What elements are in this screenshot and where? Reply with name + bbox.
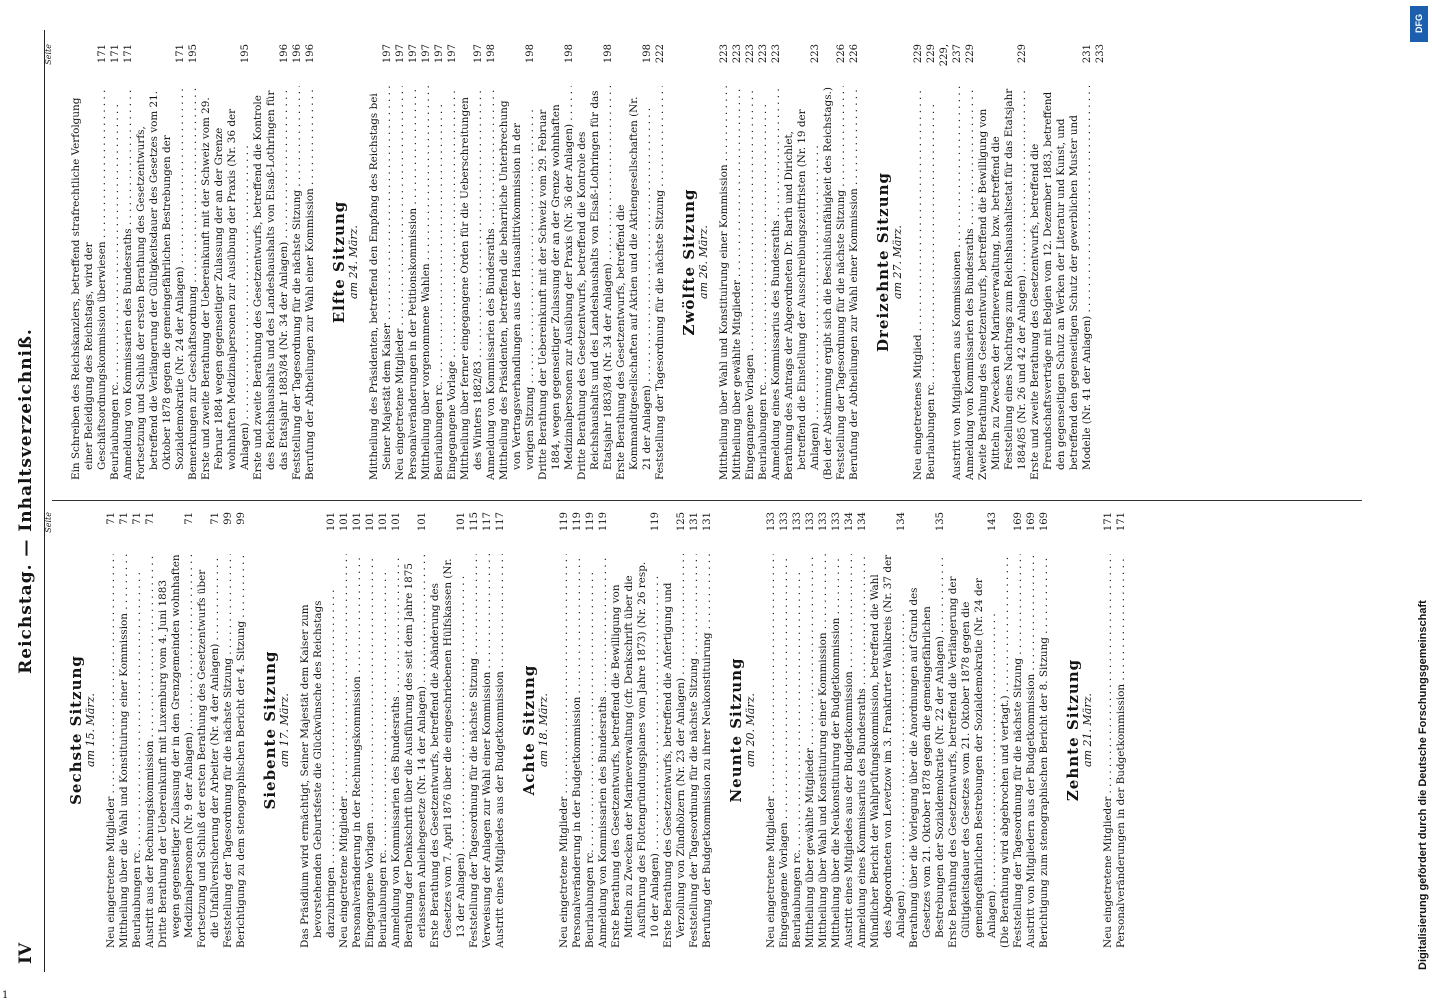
toc-entry-text: Fortsetzung und Schluß der ersten Berathung des Gesetzentwurfs über die Unfallversicherung der Arbeiter (Nr. 4 der Anlagen) . . .: [196, 554, 222, 948]
toc-entry: [135, 44, 187, 480]
toc-entry-page: 171: [123, 44, 134, 64]
toc-entry: [1102, 512, 1115, 948]
toc-entry-page: 101: [456, 512, 467, 532]
dfg-notice: [1408, 40, 1430, 970]
toc-entry-page: 119: [585, 512, 596, 532]
toc-entry-text: Austritt von Mitgliedern aus Kommissionen . . .: [951, 86, 964, 480]
toc-entry-text: Beurlaubungen rc. . . .: [757, 86, 770, 480]
toc-entry-text: Beurlaubungen rc. . . .: [377, 554, 390, 948]
toc-entry: [196, 512, 222, 948]
toc-entry-page: 229: [1017, 44, 1028, 64]
toc-entry: [1025, 512, 1038, 948]
section-title: Zwölfte Sitzung: [680, 188, 698, 336]
toc-entry: [446, 44, 459, 480]
toc-entry-page: 231: [1082, 44, 1093, 64]
toc-entry-text: Beurlaubungen rc. . . .: [131, 554, 144, 948]
toc-entry-text: Feststellung der Tagesordnung für die nächste Sitzung . . .: [468, 554, 481, 948]
toc-entry-text: Mittheilung über ferner eingegangene Orden für die Ueberschreitungen des Winters 1882/83 . . .: [459, 86, 485, 480]
toc-entry: [1012, 512, 1025, 948]
toc-entry-page: 119: [650, 512, 661, 532]
toc-entry-text: Bemerkungen zur Geschäftsordnung . . .: [187, 86, 200, 480]
toc-entry-text: Mittheilung über Wahl und Konstituirung einer Kommission . . .: [718, 86, 731, 480]
toc-entry-text: Personalveränderungen in der Petitionskommission . . .: [407, 86, 420, 480]
toc-entry-text: Erste Berathung des Gesetzentwurfs, betreffend die Abänderung des Gesetzes vom 7. April 1876 über die eingeschriebenen Hülfskassen (Nr. 13 der Anlagen) . . .: [429, 554, 468, 948]
toc-entry: [576, 44, 615, 480]
toc-entry-text: Fortsetzung und Schluß der ersten Berathung des Gesetzentwurfs, betreffend die Verlängerung der Gültigkeitsdauer des Gesetzes vom 21. Oktober 1878 gegen die gemeingefährlichen Bestrebungen der Sozialdemokratie (Nr. 24 der Anlagen) . . .: [135, 86, 187, 480]
toc-entry-page: 196: [305, 44, 316, 64]
section-date: am 17. März.: [278, 693, 291, 767]
toc-entry: [822, 44, 835, 480]
toc-entry: [856, 512, 869, 948]
toc-entry: [744, 44, 757, 480]
toc-section: [330, 44, 667, 480]
toc-entry-page: 223: [771, 44, 782, 64]
section-date: am 15. März.: [84, 693, 97, 767]
toc-entry: [377, 512, 390, 948]
section-date: am 20. März.: [744, 693, 757, 767]
toc-entry-text: Eingegangene Vorlage . . .: [446, 86, 459, 480]
toc-entry-page: 101: [378, 512, 389, 532]
toc-entry-text: Erste Berathung des Gesetzentwurfs, betreffend die Verlängerung der Gültigkeitsdauer des Gesetzes vom 21. Oktober 1878 gegen die gemeingefährlichen Bestrebungen der Sozialdemokratie (Nr. 24 der Anlagen) . . .: [947, 554, 999, 948]
toc-entry-text: Dritte Berathung der Uebereinkunft mit Luxemburg vom 4. Juni 1883 wegen gegenseitiger Zulassung der in den Grenzgemeinden wohnhaften Medizinalpersonen (Nr. 9 der Anlagen) . . .: [157, 554, 196, 948]
toc-entry-page: 171: [1103, 512, 1114, 532]
toc-entry-page: 99: [223, 512, 234, 525]
toc-entry: [235, 512, 248, 948]
toc-entry-text: Mittheilung des Präsidenten, betreffend den Empfang des Reichstags bei Seiner Majestät dem Kaiser . . .: [368, 86, 394, 480]
toc-entry-text: Anmeldung eines Kommissarius des Bundesraths . . .: [770, 86, 783, 480]
toc-entry: [835, 44, 848, 480]
toc-entry-page: 196: [279, 44, 290, 64]
toc-entry-page: 131: [689, 512, 700, 532]
toc-entry-page: 133: [805, 512, 816, 532]
toc-entry: [252, 44, 291, 480]
toc-entry: [615, 44, 654, 480]
toc-entry-text: Beurlaubungen rc. . . .: [791, 554, 804, 948]
toc-entry-text: Anmeldung von Kommissarien des Bundesraths . . .: [485, 86, 498, 480]
toc-entry-page: 71: [119, 512, 130, 525]
toc-entry-text: Ein Schreiben des Reichskanzlers, betreffend strafrechtliche Verfolgung einer Beleidigung des Reichstags, wird der Geschäftsordnungskommission überwiesen . . .: [70, 86, 109, 480]
toc-entry-text: Neu eingetretenes Mitglied . . .: [912, 86, 925, 480]
toc-entry-text: Anmeldung von Kommissarien des Bundesraths . . .: [122, 86, 135, 480]
seite-label: Seite: [44, 512, 53, 533]
toc-entry-page: 171: [175, 44, 186, 64]
toc-entry: [109, 44, 122, 480]
toc-entry-text: Neu eingetretene Mitglieder . . .: [394, 86, 407, 480]
section-title: Sechste Sitzung: [67, 655, 85, 805]
section-date: am 26. März.: [697, 225, 710, 299]
toc-entry: [70, 44, 109, 480]
toc-entry-page: 71: [210, 512, 221, 525]
toc-entry-page: 198: [642, 44, 653, 64]
toc-entry-page: 169: [1039, 512, 1050, 532]
toc-entry-page: 134: [896, 512, 907, 532]
margin-mark: 1: [2, 990, 9, 1001]
toc-entry-page: 197: [408, 44, 419, 64]
toc-entry-text: Feststellung der Tagesordnung für die nächste Sitzung . . .: [835, 86, 848, 480]
toc-entry-text: Feststellung der Tagesordnung für die nächste Sitzung . . .: [688, 554, 701, 948]
section-date: am 21. März.: [1081, 693, 1094, 767]
toc-entry-text: Mittheilung des Präsidenten, betreffend die beharrliche Unterbrechung von Vertragsverhandlungen aus der Hausalittivkommission in der vorigen Sitzung . . .: [498, 86, 537, 480]
toc-section: [874, 44, 1094, 480]
toc-entry-page: 119: [598, 512, 609, 532]
toc-column-right: [44, 44, 1107, 480]
toc-entry-page: 198: [525, 44, 536, 64]
toc-entry-page: 198: [564, 44, 575, 64]
toc-entry: [912, 44, 925, 480]
toc-entry: [105, 512, 118, 948]
toc-section: [680, 44, 861, 480]
toc-entry: [977, 44, 1029, 480]
toc-section: [1064, 512, 1128, 948]
toc-entry-text: Eingegangene Vorlagen . . .: [744, 86, 757, 480]
toc-entry: [999, 512, 1012, 948]
toc-entry-page: 71: [132, 512, 143, 525]
toc-entry-page: 223: [758, 44, 769, 64]
toc-entry: [817, 512, 830, 948]
toc-entry-page: 197: [382, 44, 393, 64]
toc-entry-page: 135: [935, 512, 946, 532]
section-title: Achte Sitzung: [520, 664, 538, 796]
toc-entry: [222, 512, 235, 948]
toc-entry-page: 117: [495, 512, 506, 532]
toc-entry-page: 223: [810, 44, 821, 64]
toc-entry: [407, 44, 420, 480]
toc-section: [520, 512, 714, 948]
toc-entry-text: Anmeldung von Kommissarien des Bundesraths . . .: [390, 554, 403, 948]
toc-entry-page: 226: [836, 44, 847, 64]
toc-entry-page: 134: [857, 512, 868, 532]
toc-entry: [364, 512, 377, 948]
section-date: am 24. März.: [347, 225, 360, 299]
toc-entry-text: Anmeldung von Kommissarien des Bundesraths . . .: [597, 554, 610, 948]
toc-entry-page: 101: [391, 512, 402, 532]
toc-entry-text: Eingegangene Vorlagen . . .: [364, 554, 377, 948]
toc-entry-text: Berathung über die Vorlegung über die Anordnungen auf Grund des Gesetzes vom 21. Oktober 1878 gegen die gemeingefährlichen Bestrebungen der Sozialdemokratie (Nr. 22 der Anlagen) . . .: [908, 554, 947, 948]
toc-entry: [1038, 512, 1051, 948]
toc-entry: [597, 512, 610, 948]
toc-entry: [869, 512, 908, 948]
toc-entry-page: 222: [655, 44, 666, 64]
toc-entry-page: 197: [434, 44, 445, 64]
toc-section: [67, 512, 248, 948]
toc-entry-text: Beurlaubungen rc. . . .: [925, 86, 938, 480]
toc-entry-text: Berathung des Antrags der Abgeordneten Dr. Barth und Dirichlet, betreffend die Einstellung der Ausschreibungszeitfristen (Nr. 19 der Anlagen) . . .: [783, 86, 822, 480]
toc-entry-page: 133: [792, 512, 803, 532]
toc-entry-page: 197: [447, 44, 458, 64]
toc-entry-page: 223: [732, 44, 743, 64]
toc-section: [727, 512, 1051, 948]
toc-entry: [925, 44, 938, 480]
toc-entry: [848, 44, 861, 480]
toc-entry: [1115, 512, 1128, 948]
toc-entry-page: 143: [987, 512, 998, 532]
toc-entry: [485, 44, 498, 480]
toc-entry: [938, 44, 964, 480]
toc-entry-text: Mittheilung über die Wahl und Konstituirung einer Kommission . . .: [118, 554, 131, 948]
toc-entry-page: 195: [240, 44, 251, 64]
toc-entry: [291, 44, 304, 480]
toc-entry-page: 71: [145, 512, 156, 525]
toc-entry-page: 133: [831, 512, 842, 532]
toc-entry-text: Berufung der Abtheilungen zur Wahl einer Kommission . . .: [848, 86, 861, 480]
toc-entry-text: Berufung der Budgetkommission zu ihrer Neukonstituirung . . .: [701, 554, 714, 948]
toc-entry: [908, 512, 947, 948]
toc-entry-text: Neu eingetretene Mitglieder . . .: [558, 554, 571, 948]
toc-entry-text: Beurlaubungen rc. . . .: [109, 86, 122, 480]
toc-entry: [459, 44, 485, 480]
toc-entry-page: 196: [292, 44, 303, 64]
toc-entry-page: 169: [1026, 512, 1037, 532]
toc-section: [70, 44, 317, 480]
toc-entry: [394, 44, 407, 480]
toc-entry: [718, 44, 731, 480]
toc-entry: [765, 512, 778, 948]
section-date: am 18. März.: [537, 693, 550, 767]
dfg-notice-text: Digitalisierung gefördert durch die Deutsche Forschungsgemeinschaft: [1417, 600, 1429, 970]
toc-entry-page: 197: [421, 44, 432, 64]
toc-entry: [403, 512, 429, 948]
toc-entry-text: (Bei der Abstimmung ergibt sich die Beschlußunfähigkeit des Reichstags.) . . .: [822, 86, 835, 480]
toc-entry-text: Das Präsidium wird ermächtigt, Seiner Majestät dem Kaiser zum bevorstehenden Geburtsfeste die Glückwünsche des Reichstags darzubringen . . .: [299, 554, 338, 948]
toc-entry: [304, 44, 317, 480]
toc-entry-page: 229: [926, 44, 937, 64]
toc-entry-text: Neu eingetretene Mitglieder . . .: [105, 554, 118, 948]
toc-entry-text: Austritt eines Mitgliedes aus der Budgetkommission . . .: [843, 554, 856, 948]
toc-entry-page: 198: [603, 44, 614, 64]
toc-entry-page: 101: [326, 512, 337, 532]
toc-entry: [338, 512, 351, 948]
toc-entry: [390, 512, 403, 948]
toc-entry: [351, 512, 364, 948]
toc-entry: [843, 512, 856, 948]
toc-entry-page: 229, 237: [939, 44, 963, 67]
toc-entry: [187, 44, 200, 480]
toc-entry: [144, 512, 157, 948]
toc-entry-text: Feststellung der Tagesordnung für die nächste Sitzung . . .: [291, 86, 304, 480]
toc-section: [261, 512, 507, 948]
toc-entry: [131, 512, 144, 948]
toc-entry: [157, 512, 196, 948]
toc-entry-text: Personalveränderungen in der Budgetkommission . . .: [1115, 554, 1128, 948]
toc-entry: [770, 44, 783, 480]
toc-entry-text: Berathung der Denkschrift über die Ausführung des seit dem Jahre 1875 erlassenen Anleihegesetze (Nr. 14 der Anlagen) . . .: [403, 554, 429, 948]
section-date: am 27. März.: [891, 225, 904, 299]
section-title: Dreizehnte Sitzung: [874, 172, 892, 352]
end-page-number: 233: [1095, 44, 1106, 64]
toc-entry-page: 71: [106, 512, 117, 525]
toc-entry: [429, 512, 468, 948]
toc-entry-text: Neu eingetretene Mitglieder . . .: [1102, 554, 1115, 948]
toc-entry-text: Mittheilung über die Neukonstituirung der Budgetkommission . . .: [830, 554, 843, 948]
toc-entry: [498, 44, 537, 480]
toc-entry: [757, 44, 770, 480]
toc-entry-page: 101: [365, 512, 376, 532]
toc-entry: [791, 512, 804, 948]
section-title: Elfte Sitzung: [330, 200, 348, 324]
toc-entry-page: 99: [236, 512, 247, 525]
seite-label-right: Seite: [44, 44, 53, 65]
toc-entry-page: 119: [559, 512, 570, 532]
toc-entry-text: Mittheilung über gewählte Mitglieder . . .: [731, 86, 744, 480]
toc-entry-page: 131: [702, 512, 713, 532]
toc-entry: [537, 44, 576, 480]
toc-entry: [122, 44, 135, 480]
toc-entry-page: 115: [469, 512, 480, 532]
toc-entry-text: Feststellung der Tagesordnung für die nächste Sitzung . . .: [654, 86, 667, 480]
toc-entry-page: 223: [745, 44, 756, 64]
toc-entry-page: 134: [844, 512, 855, 532]
toc-entry: [701, 512, 714, 948]
toc-end-page: [1094, 44, 1107, 480]
toc-entry-page: 229: [965, 44, 976, 64]
toc-entry-text: Feststellung der Tagesordnung für die nächste Sitzung . . .: [222, 554, 235, 948]
toc-entry-text: Verweisung der Anlagen zur Wahl einer Kommission . . .: [481, 554, 494, 948]
toc-entry-text: Austritt aus der Rechnungskommission . . .: [144, 554, 157, 948]
toc-entry-page: 101: [352, 512, 363, 532]
toc-entry-page: 125: [676, 512, 687, 532]
section-title: Zehnte Sitzung: [1064, 658, 1082, 802]
toc-entry-page: 133: [779, 512, 790, 532]
toc-entry-page: 197: [395, 44, 406, 64]
toc-entry: [778, 512, 791, 948]
toc-entry: [299, 512, 338, 948]
toc-entry-text: Austritt eines Mitgliedes aus der Budgetkommission . . .: [494, 554, 507, 948]
toc-entry-page: 171: [97, 44, 108, 64]
toc-entry-page: 223: [719, 44, 730, 64]
toc-entry: [571, 512, 584, 948]
toc-entry-text: Neu eingetretene Mitglieder . . .: [765, 554, 778, 948]
toc-entry: [804, 512, 817, 948]
toc-entry-page: 101: [339, 512, 350, 532]
toc-entry: [783, 44, 822, 480]
toc-entry-page: 101: [417, 512, 428, 532]
toc-entry-text: Erste und zweite Berathung des Gesetzentwurfs, betreffend die Freundschaftsverträge mit Belgien vom 12. Dezember 1883, betreffend den gegenseitigen Schutz an Werken der Literatur und Kunst, und betreffend den gegenseitigen Schutz der gewerblichen Muster und Modelle (Nr. 41 der Anlagen) . . .: [1029, 86, 1094, 480]
toc-entry-text: Anmeldung von Kommissarien des Bundesraths . . .: [964, 86, 977, 480]
toc-entry: [830, 512, 843, 948]
toc-entry-page: 133: [766, 512, 777, 532]
toc-entry: [558, 512, 571, 948]
toc-entry: [118, 512, 131, 948]
toc-entry-text: Berichtigung zu dem stenographischen Bericht der 4. Sitzung . . .: [235, 554, 248, 948]
toc-entry: [662, 512, 688, 948]
toc-entry-text: Erste und zweite Berathung des Gesetzentwurfs, betreffend die Kontrole des Reichshaushalts und des Landeshaushalts von Elsaß-Lothringen für das Etatsjahr 1883/84 (Nr. 34 der Anlagen) . . .: [252, 86, 291, 480]
toc-entry-text: Erste Berathung des Gesetzentwurfs, betreffend die Anfertigung und Verzollung von Zündhölzern (Nr. 23 der Anlagen) . . .: [662, 554, 688, 948]
section-title: Neunte Sitzung: [727, 657, 745, 803]
toc-entry-text: Erste Berathung des Gesetzentwurfs, betreffend die Bewilligung von Mitteln zu Zwecken der Marineverwaltung (cfr. Denkschrift über die Ausführung des Flottengründungsplanes vom Jahre 1873) (Nr. 26 resp. 10 der Anlagen) . . .: [610, 554, 662, 948]
toc-entry-text: Austritt von Mitgliedern aus der Budgetkommission . . .: [1025, 554, 1038, 948]
toc-column-left: [44, 512, 1128, 948]
toc-entry-page: 171: [1116, 512, 1127, 532]
toc-entry: [468, 512, 481, 948]
column-divider: [52, 500, 1362, 501]
toc-entry: [368, 44, 394, 480]
toc-entry-page: 226: [849, 44, 860, 64]
dfg-logo: DFG: [1410, 6, 1428, 42]
toc-entry-page: 198: [486, 44, 497, 64]
toc-entry: [964, 44, 977, 480]
toc-entry: [494, 512, 507, 948]
toc-entry: [947, 512, 999, 948]
toc-entry: [1029, 44, 1094, 480]
toc-entry-page: 117: [482, 512, 493, 532]
toc-entry-text: Mittheilung über gewählte Mitglieder . . .: [804, 554, 817, 948]
toc-entry: [688, 512, 701, 948]
toc-entry: [433, 44, 446, 480]
toc-entry: [481, 512, 494, 948]
toc-entry-text: Berichtigung zum stenographischen Bericht der 8. Sitzung . . .: [1038, 554, 1051, 948]
toc-entry: [200, 44, 252, 480]
toc-entry-page: 197: [473, 44, 484, 64]
toc-entry-text: Mittheilung über vorgenommene Wahlen . . .: [420, 86, 433, 480]
toc-entry-text: Mittheilung über Wahl und Konstituirung einer Kommission . . .: [817, 554, 830, 948]
toc-entry-text: Erste Berathung des Gesetzentwurfs, betreffend die Kommanditgesellschaften auf Aktien und die Aktiengesellschaften (Nr. 21 der Anlagen) . . .: [615, 86, 654, 480]
toc-entry-text: Personalveränderung in der Rechnungskommission . . .: [351, 554, 364, 948]
toc-entry-text: Beurlaubungen rc. . . .: [433, 86, 446, 480]
toc-entry: [584, 512, 597, 948]
toc-entry-page: 171: [110, 44, 121, 64]
toc-entry-text: Personalveränderung in der Budgetkommission . . .: [571, 554, 584, 948]
toc-entry: [731, 44, 744, 480]
toc-entry: [420, 44, 433, 480]
toc-entry-text: Neu eingetretene Mitglieder . . .: [338, 554, 351, 948]
toc-entry: [654, 44, 667, 480]
toc-entry-text: Berufung der Abtheilungen zur Wahl einer Kommission . . .: [304, 86, 317, 480]
toc-entry-page: 229: [913, 44, 924, 64]
toc-entry-text: Beurlaubungen rc. . . .: [584, 554, 597, 948]
toc-entry-page: 133: [818, 512, 829, 532]
toc-entry-text: Dritte Berathung des Gesetzentwurfs, betreffend die Kontrole des Reichshaushalts und des Landeshaushalts von Elsaß-Lothringen für das Etatsjahr 1883/84 (Nr. 34 der Anlagen) . . .: [576, 86, 615, 480]
toc-entry-text: Feststellung der Tagesordnung für die nächste Sitzung . . .: [1012, 554, 1025, 948]
page-number: IV: [16, 942, 36, 964]
toc-entry-text: Anmeldung eines Kommissarius des Bundesraths . . .: [856, 554, 869, 948]
page-title: Reichstag. — Inhaltsverzeichniß.: [16, 328, 36, 674]
toc-entry: [610, 512, 662, 948]
toc-entry-text: (Die Berathung wird abgebrochen und vertagt.) . . .: [999, 554, 1012, 948]
page-header: [10, 30, 45, 972]
toc-entry-text: Eingegangene Vorlagen . . .: [778, 554, 791, 948]
toc-entry-text: Mündlicher Bericht der Wahlprüfungskommission, betreffend die Wahl des Abgeordneten von Levetzow im 3. Frankfurter Wahlkreis (Nr. 37 der Anlagen) . . .: [869, 554, 908, 948]
toc-entry-text: Zweite Berathung des Gesetzentwurfs, betreffend die Bewilligung von Mitteln zu Zwecken der Marineverwaltung, bzw. betreffend die Feststellung eines Nachtrags zum Reichshaushaltsetat für das Etatsjahr 1884/85 (Nr. 26 und 42 der Anlagen) . . .: [977, 86, 1029, 480]
toc-entry-text: Erste und zweite Berathung der Uebereinkunft mit der Schweiz vom 29. Februar 1884 wegen gegenseitiger Zulassung der an der Grenze wohnhaften Medizinalpersonen zur Ausübung der Praxis (Nr. 36 der Anlagen) . . .: [200, 86, 252, 480]
toc-entry-page: 195: [188, 44, 199, 64]
toc-entry-page: 169: [1013, 512, 1024, 532]
toc-entry-page: 71: [184, 512, 195, 525]
toc-entry-page: 119: [572, 512, 583, 532]
toc-entry-text: Dritte Berathung der Uebereinkunft mit der Schweiz vom 29. Februar 1884, wegen gegenseitiger Zulassung der an der Grenze wohnhaften Medizinalpersonen zur Ausübung der Praxis (Nr. 36 der Anlagen) . . .: [537, 86, 576, 480]
section-title: Siebente Sitzung: [261, 650, 279, 810]
